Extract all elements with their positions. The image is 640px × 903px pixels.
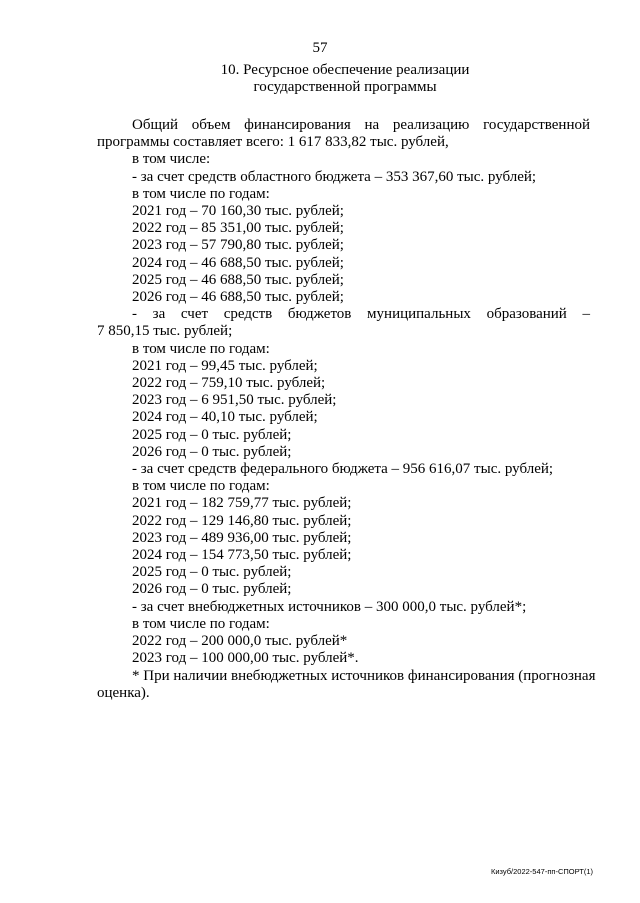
section-heading-line-1: 10. Ресурсное обеспечение реализации [220,62,470,78]
regional-year-2022: 2022 год – 85 351,00 тыс. рублей; [132,220,344,237]
extrabudget-by-years-label: в том числе по годам: [132,615,270,632]
section-heading-line-2: государственной программы [253,79,437,95]
footnote-line-2: оценка). [97,684,150,701]
financing-text [97,117,596,702]
extrabudget-header: - за счет внебюджетных источников – 300 000,0 тыс. рублей*; [132,598,527,615]
section-heading [0,62,640,96]
municipal-year-2021: 2021 год – 99,45 тыс. рублей; [132,357,318,374]
federal-year-2024: 2024 год – 154 773,50 тыс. рублей; [132,547,352,564]
regional-year-2021: 2021 год – 70 160,30 тыс. рублей; [132,203,344,220]
extrabudget-year-2023: 2023 год – 100 000,00 тыс. рублей*. [132,650,359,667]
regional-year-2024: 2024 год – 46 688,50 тыс. рублей; [132,254,344,271]
intro-line-2: программы составляет всего: 1 617 833,82 тыс. рублей, [97,134,449,151]
municipal-year-2022: 2022 год – 759,10 тыс. рублей; [132,375,326,392]
federal-year-2025: 2025 год – 0 тыс. рублей; [132,564,292,581]
federal-year-2022: 2022 год – 129 146,80 тыс. рублей; [132,512,352,529]
municipal-year-2023: 2023 год – 6 951,50 тыс. рублей; [132,392,337,409]
regional-budget-header: - за счет средств областного бюджета – 353 367,60 тыс. рублей; [132,168,537,185]
regional-year-2026: 2026 год – 46 688,50 тыс. рублей; [132,289,344,306]
municipal-budget-header: - за счет средств бюджетов муниципальных образований – [132,306,590,323]
extrabudget-year-2022: 2022 год – 200 000,0 тыс. рублей* [132,633,348,650]
federal-year-2023: 2023 год – 489 936,00 тыс. рублей; [132,529,352,546]
federal-year-2026: 2026 год – 0 тыс. рублей; [132,581,292,598]
federal-year-2021: 2021 год – 182 759,77 тыс. рублей; [132,495,352,512]
regional-year-2023: 2023 год – 57 790,80 тыс. рублей; [132,237,344,254]
federal-budget-header: - за счет средств федерального бюджета – 956 616,07 тыс. рублей; [132,461,554,478]
municipal-year-2025: 2025 год – 0 тыс. рублей; [132,426,292,443]
footnote-line-1: * При наличии внебюджетных источников финансирования (прогнозная [132,667,596,684]
page-number: 57 [312,40,328,56]
municipal-year-2024: 2024 год – 40,10 тыс. рублей; [132,409,318,426]
intro-line-3: в том числе: [132,151,211,168]
municipal-year-2026: 2026 год – 0 тыс. рублей; [132,443,292,460]
municipal-by-years-label: в том числе по годам: [132,340,270,357]
intro-line-1: Общий объем финансирования на реализацию государственной [132,117,590,133]
regional-by-years-label: в том числе по годам: [132,185,270,202]
municipal-budget-total: 7 850,15 тыс. рублей; [97,323,233,340]
federal-by-years-label: в том числе по годам: [132,478,270,495]
document-code: Кизуб/2022-547-пп-СПОРТ(1) [491,867,593,876]
regional-year-2025: 2025 год – 46 688,50 тыс. рублей; [132,271,344,288]
